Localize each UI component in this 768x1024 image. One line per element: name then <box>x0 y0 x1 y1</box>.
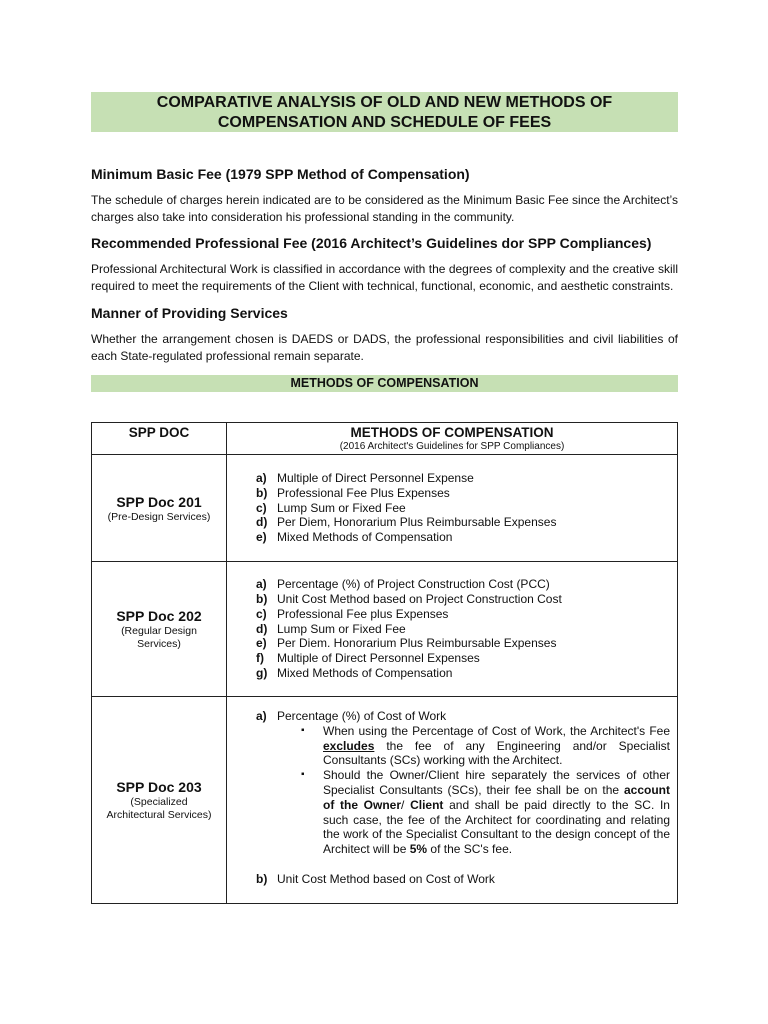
list-item: b) Unit Cost Method based on Project Construction Cost <box>256 592 562 606</box>
list-item: f) Multiple of Direct Personnel Expenses <box>256 651 480 666</box>
doc203-name: SPP Doc 203 <box>116 779 202 795</box>
list-item: d) Per Diem, Honorarium Plus Reimbursable Expenses <box>256 515 557 530</box>
list-item: e) Per Diem. Honorarium Plus Reimbursable Expenses <box>256 636 557 651</box>
list-item: a) Percentage (%) of Cost of Work ▪ When using the Percentage of Cost of Work, the Architect's Fee excludes the fee of any Engineering and/or Specialist Consultants (SCs) working with the Architect. ▪ Should the Owner/Client hire separately the services of other Specialist Consultants (SCs), their fee shall be on the account of the Owner/ Client and shall be paid directly to the SC. In such case, the fee of the Architect for coordinating and relating the work of the Specialist Consultant to the design concept of the Architect will be 5% of the SC's fee. <box>256 709 671 857</box>
document-title <box>91 92 678 132</box>
methods-table <box>91 422 678 904</box>
table-row-doc201 <box>92 455 678 562</box>
bullet-square-icon: ▪ <box>301 724 305 736</box>
doc203-subtitle-line-2: Architectural Services) <box>106 809 212 821</box>
list-item: a) Multiple of Direct Personnel Expense <box>256 471 474 485</box>
list-item: b) Unit Cost Method based on Cost of Work <box>256 871 495 886</box>
bullet-item: ▪ Should the Owner/Client hire separately the services of other Specialist Consultants (SCs), their fee shall be on the account of the Owner/ Client and shall be paid directly to the SC. In such case, the fee of the Architect for coordinating and relating the work of the Specialist Consultant to the design concept of the Architect will be 5% of the SC's fee. <box>301 768 670 857</box>
paragraph-minimum-basic-fee: The schedule of charges herein indicated are to be considered as the Minimum Basic Fee since the Architect’s charges also take into consideration his professional standing in the community. <box>91 193 678 224</box>
doc201-subtitle: (Pre-Design Services) <box>107 510 211 523</box>
paragraph-recommended-fee: Professional Architectural Work is classified in accordance with the degrees of complexity and the creative skill required to meet the requirements of the Client with technical, functional, economic, and aesthetic constraints. <box>91 262 678 293</box>
header-methods <box>227 423 678 455</box>
methods-section-bar: METHODS OF COMPENSATION <box>91 375 678 392</box>
header-spp-doc: SPP DOC <box>92 423 227 455</box>
doc202-subtitle-line-2: Services) <box>137 638 181 650</box>
list-item: c) Lump Sum or Fixed Fee <box>256 500 406 515</box>
list-item: b) Professional Fee Plus Expenses <box>256 485 450 500</box>
doc203-bullet-list <box>277 724 670 857</box>
table-row-doc203 <box>92 697 678 904</box>
list-item: g) Mixed Methods of Compensation <box>256 665 453 680</box>
header-methods-subtitle: (2016 Architect's Guidelines for SPP Compliances) <box>339 441 565 452</box>
table-row-doc202 <box>92 562 678 697</box>
heading-recommended-fee: Recommended Professional Fee (2016 Architect’s Guidelines dor SPP Compliances) <box>91 235 652 251</box>
doc202-methods-cell <box>227 562 678 697</box>
header-methods-title: METHODS OF COMPENSATION <box>350 425 554 440</box>
doc203-subtitle-line-1: (Specialized <box>130 796 188 808</box>
doc202-method-list <box>228 577 676 681</box>
doc203-cell <box>92 697 227 904</box>
doc201-methods-cell <box>227 455 678 562</box>
list-item: d) Lump Sum or Fixed Fee <box>256 621 406 636</box>
heading-manner-of-services: Manner of Providing Services <box>91 305 288 321</box>
doc201-name: SPP Doc 201 <box>116 493 202 510</box>
bullet-item: ▪ When using the Percentage of Cost of Work, the Architect's Fee excludes the fee of any Engineering and/or Specialist Consultants (SCs) working with the Architect. <box>301 723 671 768</box>
doc202-subtitle-line-1: (Regular Design <box>121 625 197 637</box>
doc201-cell <box>92 455 227 562</box>
doc203-methods-cell <box>227 697 678 904</box>
doc202-name: SPP Doc 202 <box>116 608 202 624</box>
table-header-row <box>92 423 678 455</box>
title-line-2: COMPENSATION AND SCHEDULE OF FEES <box>217 114 552 131</box>
list-item: e) Mixed Methods of Compensation <box>256 530 453 545</box>
bullet-square-icon: ▪ <box>301 769 305 781</box>
doc201-method-list <box>228 471 676 545</box>
heading-minimum-basic-fee: Minimum Basic Fee (1979 SPP Method of Compensation) <box>91 166 470 182</box>
document-page <box>91 92 678 904</box>
list-item: a) Percentage (%) of Project Construction Cost (PCC) <box>256 577 550 592</box>
list-item: c) Professional Fee plus Expenses <box>256 606 449 621</box>
paragraph-manner-of-services: Whether the arrangement chosen is DAEDS or DADS, the professional responsibilities and civil liabilities of each State-regulated professional remain separate. <box>91 332 678 363</box>
doc202-cell <box>92 562 227 697</box>
doc203-method-list <box>228 709 676 887</box>
title-line-1: COMPARATIVE ANALYSIS OF OLD AND NEW METHODS OF <box>156 94 613 111</box>
